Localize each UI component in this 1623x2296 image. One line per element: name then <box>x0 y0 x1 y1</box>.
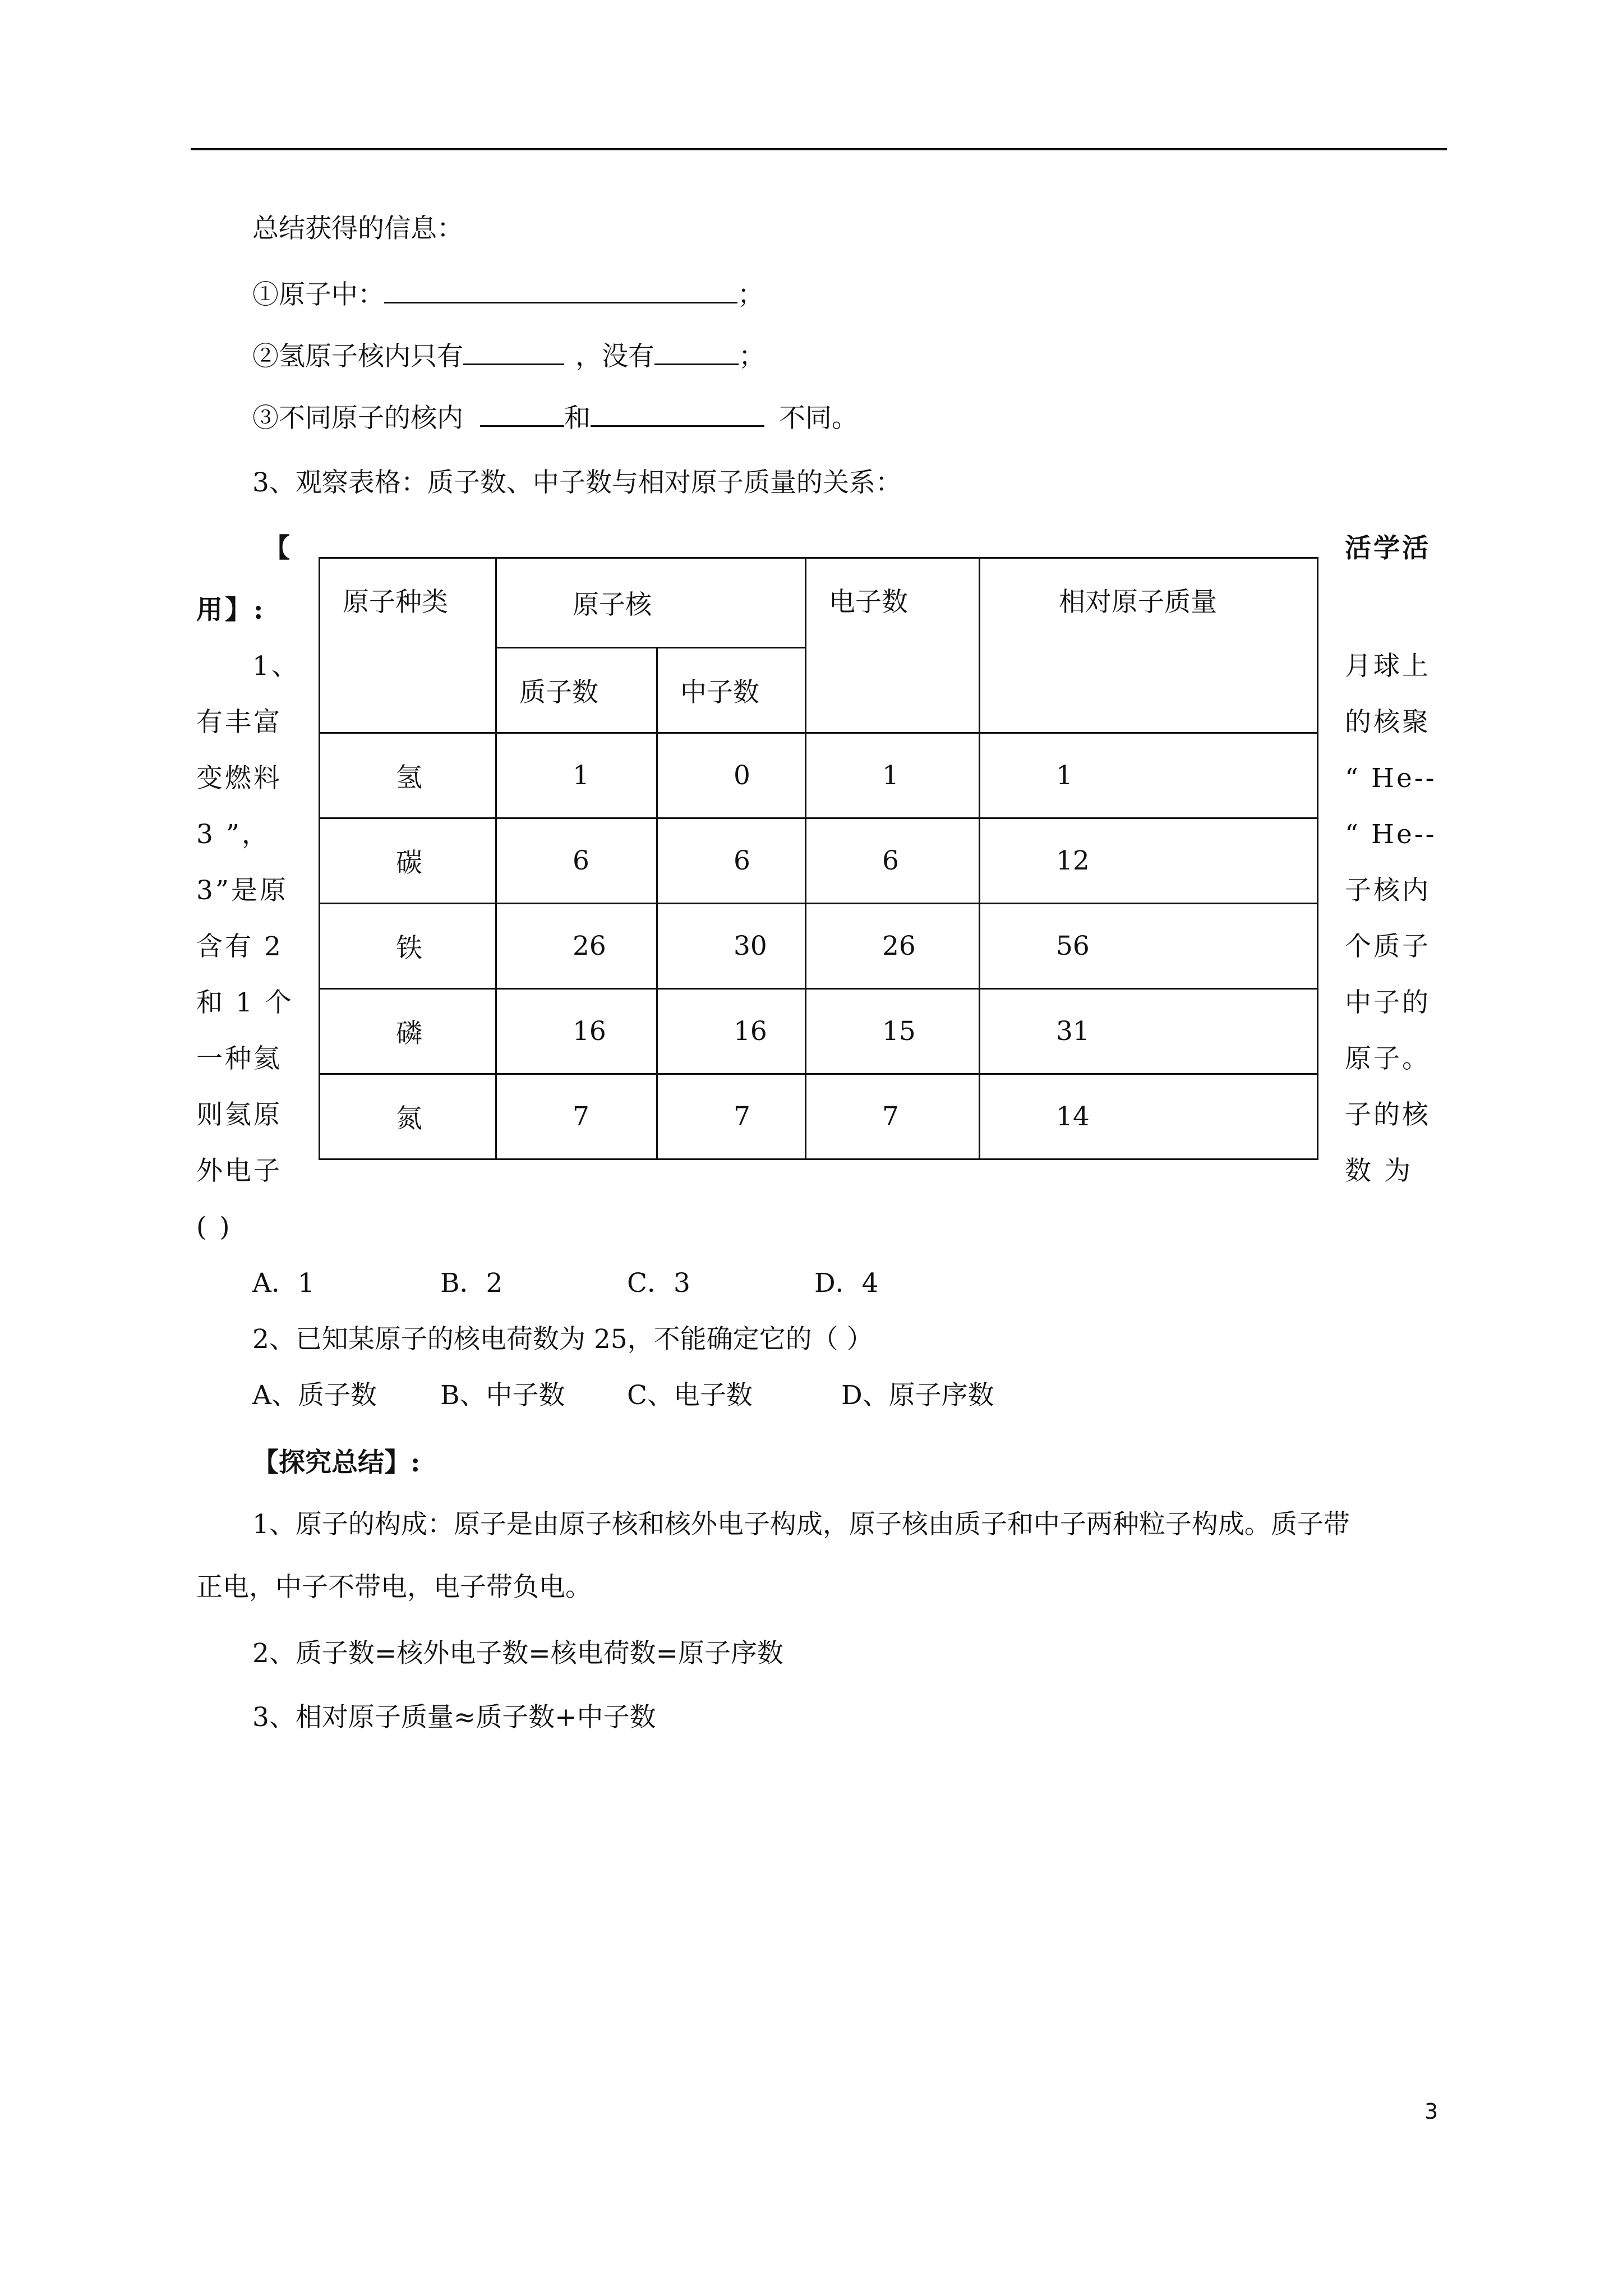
side-right-line-2: 的核聚 <box>1345 707 1431 738</box>
side-right-line-0: 活学活 <box>1345 533 1431 564</box>
header-nucleus: 原子核 <box>496 558 806 648</box>
element-cell: 磷 <box>320 989 496 1074</box>
side-left-line-5: 3 ”， <box>196 819 270 850</box>
page-number: 3 <box>1424 2099 1438 2124</box>
element-cell: 氢 <box>320 733 496 818</box>
protons-cell: 7 <box>496 1074 657 1159</box>
side-right-line-5: 子核内 <box>1345 875 1431 906</box>
side-left-line-2: 1、 <box>252 651 300 682</box>
q2-option-b[interactable]: B、中子数 <box>440 1380 565 1411</box>
q2-question: 2、已知某原子的核电荷数为 25，不能确定它的（ ） <box>252 1324 873 1355</box>
electrons-cell: 15 <box>806 989 980 1074</box>
side-right-line-10: 数 为 <box>1345 1156 1413 1186</box>
summary-item-3-end: 不同。 <box>779 403 858 434</box>
q1-option-b[interactable]: B．2 <box>440 1268 503 1299</box>
side-left-line-11: 外电子 <box>196 1156 282 1186</box>
table-row <box>320 989 1318 1074</box>
element-cell: 铁 <box>320 904 496 989</box>
electrons-cell: 7 <box>806 1074 980 1159</box>
protons-cell: 6 <box>496 818 657 904</box>
neutrons-cell: 6 <box>657 818 806 904</box>
side-left-line-10: 则氦原 <box>196 1099 282 1130</box>
atom-data-table <box>319 557 1318 1160</box>
neutrons-cell: 0 <box>657 733 806 818</box>
table-row <box>320 733 1318 818</box>
table-row <box>320 904 1318 989</box>
side-left-line-8: 和 1 个 <box>196 987 294 1018</box>
summary-item-1-label: ①原子中： <box>252 279 384 310</box>
q2-option-c[interactable]: C、电子数 <box>627 1380 753 1411</box>
summary-item-3-mid: 和 <box>564 403 591 434</box>
side-left-line-12: ( ) <box>196 1212 232 1243</box>
summary-item-2-mid: ，没有 <box>575 341 654 372</box>
answer-blank-2[interactable] <box>463 339 564 365</box>
protons-cell: 16 <box>496 989 657 1074</box>
explore-heading: 【探究总结】: <box>252 1447 421 1478</box>
q2-option-a[interactable]: A、质子数 <box>252 1380 377 1411</box>
protons-cell: 1 <box>496 733 657 818</box>
q1-option-d[interactable]: D．4 <box>814 1268 879 1299</box>
side-right-line-3: “ He-- <box>1345 763 1437 794</box>
side-right-line-6: 个质子 <box>1345 931 1431 962</box>
summary-item-3 <box>252 401 858 435</box>
header-atom-type: 原子种类 <box>320 558 496 733</box>
mass-cell: 12 <box>980 818 1318 904</box>
neutrons-cell: 7 <box>657 1074 806 1159</box>
neutrons-cell: 16 <box>657 989 806 1074</box>
q1-option-a[interactable]: A．1 <box>252 1268 315 1299</box>
explore-point-2: 2、质子数=核外电子数=核电荷数=原子序数 <box>252 1638 784 1669</box>
q1-option-c[interactable]: C．3 <box>627 1268 690 1299</box>
table-row <box>320 1074 1318 1159</box>
header-neutrons: 中子数 <box>657 648 806 733</box>
electrons-cell: 26 <box>806 904 980 989</box>
explore-point-3: 3、相对原子质量≈质子数+中子数 <box>252 1702 656 1733</box>
side-right-line-8: 原子。 <box>1345 1043 1431 1074</box>
side-left-line-7: 含有 2 <box>196 931 283 962</box>
summary-item-2-end: ； <box>739 341 765 372</box>
neutrons-cell: 30 <box>657 904 806 989</box>
explore-point-1-line-1: 1、原子的构成：原子是由原子核和核外电子构成，原子核由质子和中子两种粒子构成。质子带 <box>252 1509 1350 1540</box>
side-right-line-1: 月球上 <box>1345 651 1431 682</box>
answer-blank-3[interactable] <box>654 339 739 365</box>
mass-cell: 1 <box>980 733 1318 818</box>
protons-cell: 26 <box>496 904 657 989</box>
header-relative-mass: 相对原子质量 <box>980 558 1318 733</box>
side-left-line-9: 一种氦 <box>196 1043 282 1074</box>
element-cell: 氮 <box>320 1074 496 1159</box>
summary-item-2 <box>252 339 765 374</box>
header-protons: 质子数 <box>496 648 657 733</box>
side-right-line-4: “ He-- <box>1345 819 1437 850</box>
header-electrons: 电子数 <box>806 558 980 733</box>
header-rule <box>191 148 1447 150</box>
side-right-line-7: 中子的 <box>1345 987 1431 1018</box>
mass-cell: 31 <box>980 989 1318 1074</box>
summary-item-1-end: ； <box>737 279 764 310</box>
side-left-line-1: 用】: <box>196 595 266 625</box>
electrons-cell: 6 <box>806 818 980 904</box>
mass-cell: 14 <box>980 1074 1318 1159</box>
electrons-cell: 1 <box>806 733 980 818</box>
summary-heading: 总结获得的信息： <box>252 213 463 244</box>
summary-item-2-label: ②氢原子核内只有 <box>252 341 463 372</box>
element-cell: 碳 <box>320 818 496 904</box>
task-3-heading: 3、观察表格：质子数、中子数与相对原子质量的关系： <box>252 467 902 498</box>
mass-cell: 56 <box>980 904 1318 989</box>
side-left-line-6: 3”是原 <box>196 875 288 906</box>
side-left-line-0: 【 <box>264 533 292 564</box>
summary-item-3-label: ③不同原子的核内 <box>252 403 463 434</box>
side-right-line-9: 子的核 <box>1345 1099 1431 1130</box>
answer-blank-5[interactable] <box>591 401 764 427</box>
summary-item-1 <box>252 277 764 312</box>
table-row <box>320 818 1318 904</box>
q2-option-d[interactable]: D、原子序数 <box>841 1380 994 1411</box>
explore-point-1-line-2: 正电，中子不带电，电子带负电。 <box>196 1572 592 1603</box>
answer-blank-1[interactable] <box>384 277 737 303</box>
side-left-line-4: 变燃料 <box>196 763 282 794</box>
side-left-line-3: 有丰富 <box>196 707 282 738</box>
answer-blank-4[interactable] <box>480 401 564 427</box>
